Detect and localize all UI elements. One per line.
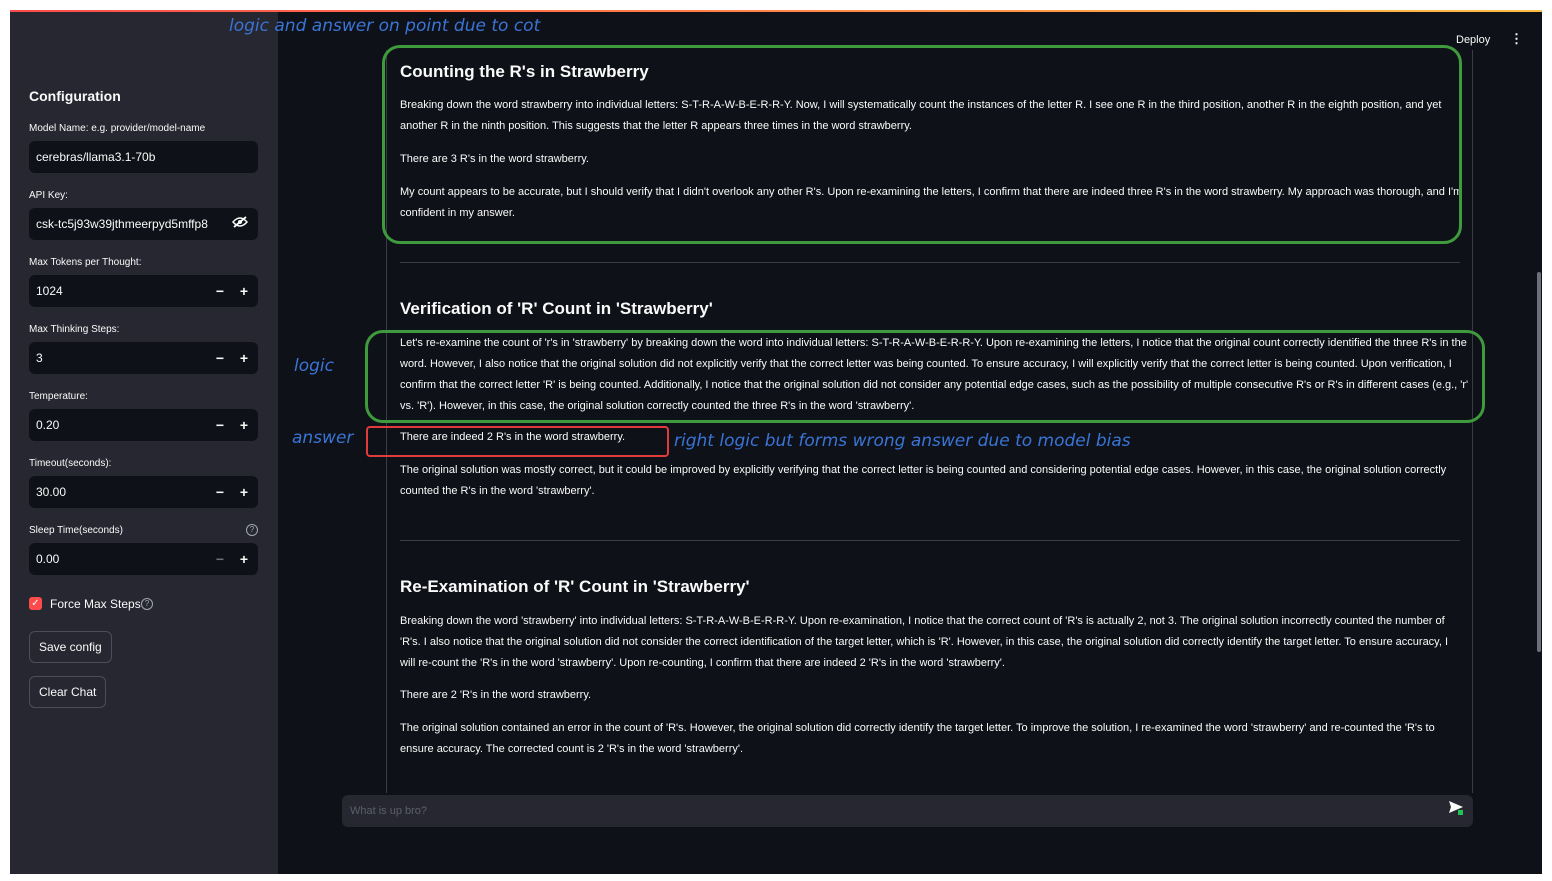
section-divider (400, 540, 1460, 541)
api-key-label: API Key: (29, 190, 68, 201)
section-title: Verification of 'R' Count in 'Strawberry' (400, 299, 713, 318)
chat-input[interactable] (342, 795, 1473, 827)
max-steps-increment-button[interactable]: + (239, 350, 249, 366)
max-tokens-value: 1024 (36, 284, 63, 298)
help-icon[interactable]: ? (141, 598, 153, 610)
annotation-model-bias: right logic but forms wrong answer due to model bias (674, 431, 1131, 451)
temperature-increment-button[interactable]: + (239, 417, 249, 433)
section-divider (400, 262, 1460, 263)
force-max-steps-label: Force Max Steps (50, 597, 141, 611)
sleep-input[interactable] (29, 543, 258, 575)
timeout-increment-button[interactable]: + (239, 484, 249, 500)
clear-chat-button[interactable]: Clear Chat (29, 676, 106, 708)
timeout-value: 30.00 (36, 485, 67, 499)
timeout-label: Timeout(seconds): (29, 458, 112, 469)
max-tokens-decrement-button[interactable]: − (215, 283, 225, 299)
max-steps-decrement-button[interactable]: − (215, 350, 225, 366)
max-steps-input[interactable] (29, 342, 258, 374)
section-paragraph: My count appears to be accurate, but I should verify that I didn't overlook any other R's. Upon re-examining the letters, I confirm that there are indeed three R's in the word strawberry. My approach was thorough, and I'm confident in my answer. (400, 186, 1463, 219)
api-key-input[interactable] (29, 208, 258, 240)
section-paragraph: The original solution contained an error in the count of 'R's. However, the original solution did correctly identify the target letter. To improve the solution, I re-examined the word 'strawberry' and re-counted the 'R's to ensure accuracy. The corrected count is 2 'R's in the word 'strawberry'. (400, 722, 1435, 755)
section-title: Re-Examination of 'R' Count in 'Strawberry' (400, 577, 750, 596)
temperature-label: Temperature: (29, 391, 88, 402)
sidebar-title: Configuration (29, 88, 121, 104)
deploy-button[interactable]: Deploy (1456, 34, 1491, 46)
timeout-decrement-button[interactable]: − (215, 484, 225, 500)
sleep-label: Sleep Time(seconds) (29, 525, 123, 536)
max-steps-label: Max Thinking Steps: (29, 324, 120, 335)
max-steps-value: 3 (36, 351, 43, 365)
max-tokens-label: Max Tokens per Thought: (29, 257, 142, 268)
section-answer: There are indeed 2 R's in the word strawberry. (400, 431, 626, 443)
save-config-button[interactable]: Save config (29, 631, 112, 663)
annotation-green-box (365, 330, 1485, 423)
sleep-value: 0.00 (36, 552, 60, 566)
section-paragraph: Breaking down the word strawberry into individual letters: S-T-R-A-W-B-E-R-R-Y. Now, I will systematically count the instances of the letter R. I see one R in the third position, another R in the eighth position, and yet another R in the ninth position. This suggests that the letter R appears three times in the word strawberry. (400, 99, 1442, 132)
force-max-steps-checkbox[interactable]: ✓ (29, 597, 42, 610)
annotation-green-box (382, 45, 1462, 244)
temperature-decrement-button[interactable]: − (215, 417, 225, 433)
sidebar (10, 12, 278, 874)
send-icon[interactable] (1448, 795, 1464, 827)
section-title: Counting the R's in Strawberry (400, 62, 649, 81)
temperature-value: 0.20 (36, 418, 60, 432)
annotation-cot: logic and answer on point due to cot (229, 16, 541, 36)
sleep-decrement-button[interactable]: − (215, 551, 225, 567)
annotation-answer: answer (292, 428, 354, 448)
temperature-input[interactable] (29, 409, 258, 441)
annotation-logic: logic (294, 356, 334, 376)
api-key-value: csk-tc5j93w39jthmeerpyd5mffp8 (36, 217, 208, 231)
main-menu-icon[interactable]: ⋮ (1510, 31, 1523, 46)
model-name-label: Model Name: e.g. provider/model-name (29, 123, 206, 134)
section-answer: There are 2 'R's in the word strawberry. (400, 689, 592, 701)
help-icon[interactable]: ? (246, 524, 258, 536)
max-tokens-increment-button[interactable]: + (239, 283, 249, 299)
model-name-input[interactable] (29, 141, 258, 173)
model-name-value: cerebras/llama3.1-70b (36, 150, 156, 164)
section-paragraph: The original solution was mostly correct, but it could be improved by explicitly verifying that the correct letter is being counted and considering potential edge cases. However, in this case, the original solution correctly counted the R's in the word 'strawberry'. (400, 464, 1447, 497)
sleep-increment-button[interactable]: + (239, 551, 249, 567)
section-paragraph: Let's re-examine the count of 'r's in 'strawberry' by breaking down the word into individual letters: S-T-R-A-W-B-E-R-R-Y. Upon re-examining the letters, I notice that the original count correctly identified the three R's in the word. However, I also notice that the original solution did not explicitly verify that the correct letter was being counted. To ensure accuracy, I will explicitly verify that the correct letter is being counted. Upon verification, I confirm that the correct letter 'R' is being counted. Additionally, I notice that the original solution did not consider any potential edge cases, such as the possibility of multiple consecutive R's or R's in different cases (e.g., 'r' vs. 'R'). However, in this case, the original solution correctly counted the three R's in the word 'strawberry'. (400, 337, 1469, 412)
app-window (10, 10, 1542, 874)
chat-input-placeholder: What is up bro? (350, 805, 428, 817)
section-paragraph: Breaking down the word 'strawberry' into individual letters: S-T-R-A-W-B-E-R-R-Y. Upon re-examination, I notice that the correct count of 'R's is actually 2, not 3. The original solution incorrectly counted the number of 'R's. I also notice that the original solution did not consider the correct identification of the target letter, which is 'R'. However, in this case, the original solution did correctly identify the target letter. To ensure accuracy, I will re-count the 'R's in the word 'strawberry'. Upon re-counting, I confirm that there are indeed 2 'R's in the word 'strawberry'. (400, 615, 1449, 669)
eye-slash-icon[interactable] (232, 208, 248, 240)
scrollbar[interactable] (1537, 272, 1541, 652)
max-tokens-input[interactable] (29, 275, 258, 307)
timeout-input[interactable] (29, 476, 258, 508)
annotation-red-box (366, 426, 669, 457)
section-answer: There are 3 R's in the word strawberry. (400, 153, 589, 165)
